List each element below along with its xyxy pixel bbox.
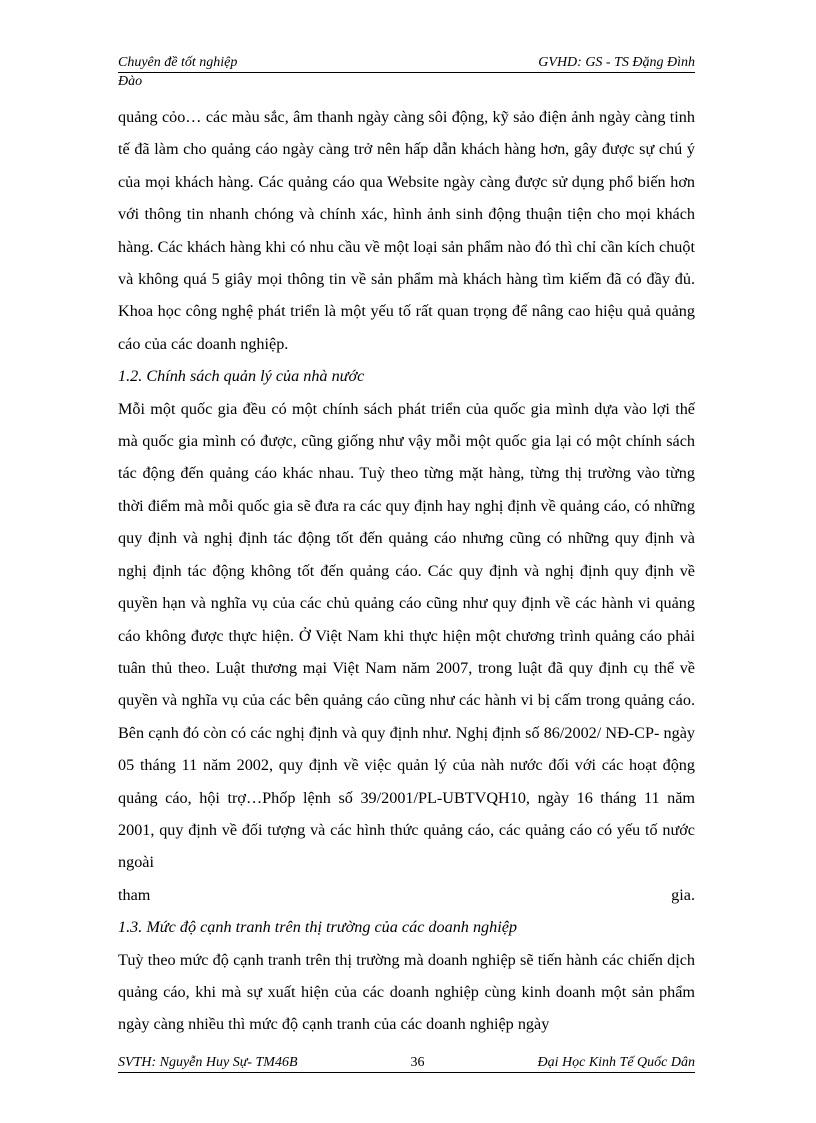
- page-footer: [118, 1054, 695, 1073]
- paragraph-2-end-left: tham: [118, 885, 151, 904]
- paragraph-3: Tuỳ theo mức độ cạnh tranh trên thị trường mà doanh nghiệp sẽ tiến hành các chiến dịch quảng cáo, khi mà sự xuất hiện của các doanh nghiệp cùng kinh doanh một sản phẩm ngày càng nhiều thì mức độ cạnh tranh của các doanh nghiệp ngày: [118, 950, 695, 1034]
- section-heading-1-3: 1.3. Mức độ cạnh tranh trên thị trường của các doanh nghiệp: [118, 918, 518, 937]
- footer-author: SVTH: Nguyễn Huy Sự- TM46B: [118, 1055, 298, 1070]
- header-line: [118, 54, 695, 73]
- paragraph-2-last-line: [118, 879, 695, 911]
- header-right: GVHD: GS - TS Đặng Đình: [538, 55, 695, 70]
- page-body: [118, 101, 695, 1041]
- paragraph-1: quảng cỏo… các màu sắc, âm thanh ngày càng sôi động, kỹ sảo điện ảnh ngày càng tinh tế đã làm cho quảng cáo ngày càng trở nên hấp dẫn khách hàng hơn, gây được sự chú ý của mọi khách hàng. Các quảng cáo qua Website ngày càng được sử dụng phổ biến hơn với thông tin nhanh chóng và chính xác, hình ảnh sinh động thuận tiện cho mọi khách hàng. Các khách hàng khi có nhu cầu về một loại sản phẩm nào đó thì chỉ cần kích chuột và không quá 5 giây mọi thông tin về sản phẩm mà khách hàng tìm kiếm đã có đầy đủ. Khoa học công nghệ phát triển là một yếu tố rất quan trọng để nâng cao hiệu quả quảng cáo của các doanh nghiệp.: [118, 108, 695, 353]
- page-header: [118, 54, 695, 91]
- header-wrap: Đào: [118, 74, 143, 89]
- paragraph-2-end-right: gia.: [671, 885, 695, 904]
- header-left: Chuyên đề tốt nghiệp: [118, 55, 238, 70]
- paragraph-2: Mỗi một quốc gia đều có một chính sách phát triển của quốc gia mình dựa vào lợi thế mà quốc gia mình có được, cũng giống như vậy mỗi một quốc gia lại có một chính sách tác động đến quảng cáo khác nhau. Tuỳ theo từng mặt hàng, từng thị trường vào từng thời điểm mà mỗi quốc gia sẽ đưa ra các quy định hay nghị định về quảng cáo, có những quy định và nghị định tác động tốt đến quảng cáo nhưng cũng có những quy định và nghị định tác động không tốt đến quảng cáo. Các quy định và nghị định quy định về quyền hạn và nghĩa vụ của các chủ quảng cáo cũng như quy định về các hành vi quảng cáo không được thực hiện. Ở Việt Nam khi thực hiện một chương trình quảng cáo phải tuân thủ theo. Luật thương mại Việt Nam năm 2007, trong luật đã quy định cụ thể về quyền và nghĩa vụ của các bên quảng cáo cũng như các hành vi bị cấm trong quảng cáo. Bên cạnh đó còn có các nghị định và quy định như. Nghị định số 86/2002/ NĐ-CP- ngày 05 tháng 11 năm 2002, quy định về việc quản lý của nàh nước đối với các hoạt động quảng cáo, hội trợ…Phốp lệnh số 39/2001/PL-UBTVQH10, ngày 16 tháng 11 năm 2001, quy định về đối tượng và các hình thức quảng cáo, các quảng cáo có yếu tố nước ngoài: [118, 399, 695, 872]
- page-number: 36: [410, 1055, 425, 1070]
- footer-university: Đại Học Kinh Tế Quốc Dân: [537, 1055, 695, 1070]
- section-heading-1-2: 1.2. Chính sách quản lý của nhà nước: [118, 367, 365, 386]
